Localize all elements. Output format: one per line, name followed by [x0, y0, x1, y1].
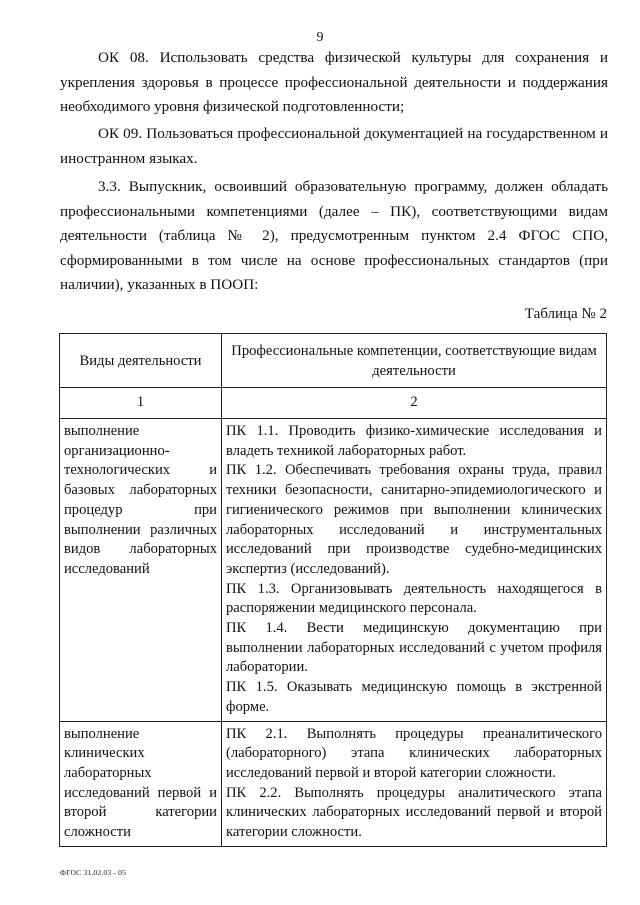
column-number-row	[60, 388, 607, 419]
page-number: 9	[316, 30, 324, 45]
footer-code: ФГОС 31.02.03 - 05	[60, 868, 127, 877]
competences-cell	[222, 721, 607, 846]
competence-item: ПК 1.4. Вести медицинскую документацию при выполнении лабораторных исследований с учетом профиля лаборатории.	[226, 620, 602, 676]
competence-item: ПК 2.1. Выполнять процедуры преаналитического (лабораторного) этапа клинических лабораторных исследований первой и второй категории сложности.	[226, 725, 602, 781]
competence-item: ПК 1.1. Проводить физико-химические исследования и владеть техникой лабораторных работ.	[226, 423, 602, 459]
table-row	[60, 419, 607, 722]
table-caption: Таблица № 2	[524, 306, 607, 322]
competences-table	[59, 333, 607, 847]
competence-item: ПК 1.5. Оказывать медицинскую помощь в экстренной форме.	[226, 679, 602, 715]
header-activity: Виды деятельности	[60, 334, 222, 388]
paragraph-ok08: ОК 08. Использовать средства физической культуры для сохранения и укрепления здоровья в процессе профессиональной деятельности и поддержания необходимого уровня физической подготовленности;	[60, 49, 608, 115]
competence-item: ПК 1.2. Обеспечивать требования охраны труда, правил техники безопасности, санитарно-эпидемиологического и гигиенического режимов при выполнении клинических лабораторных исследований и инструментальных исследований при производстве судебно-медицинских экспертиз (исследований).	[226, 462, 602, 577]
column-number-1: 1	[60, 388, 222, 419]
header-competences: Профессиональные компетенции, соответствующие видам деятельности	[222, 334, 607, 388]
competences-cell	[222, 419, 607, 722]
paragraph-3-3: 3.3. Выпускник, освоивший образовательную программу, должен обладать профессиональными компетенциями (далее – ПК), соответствующими видам деятельности (таблица № 2), предусмотренным пунктом 2.4 ФГОС СПО, сформированными в том числе на основе профессиональных стандартов (при наличии), указанных в ПООП:	[60, 178, 608, 293]
competence-item: ПК 1.3. Организовывать деятельность находящегося в распоряжении медицинского персонала.	[226, 580, 602, 617]
activity-cell: выполнение организационно-технологических и базовых лабораторных процедур при выполнении различных видов лабораторных исследований	[60, 419, 222, 722]
competence-item: ПК 2.2. Выполнять процедуры аналитического этапа клинических лабораторных исследований первой и второй категории сложности.	[226, 784, 602, 841]
column-number-2: 2	[222, 388, 607, 419]
paragraph-ok09: ОК 09. Пользоваться профессиональной документацией на государственном и иностранном языках.	[60, 125, 608, 167]
table-header-row	[60, 334, 607, 388]
activity-cell: выполнение клинических лабораторных исследований первой и второй категории сложности	[60, 721, 222, 846]
table-row	[60, 721, 607, 846]
